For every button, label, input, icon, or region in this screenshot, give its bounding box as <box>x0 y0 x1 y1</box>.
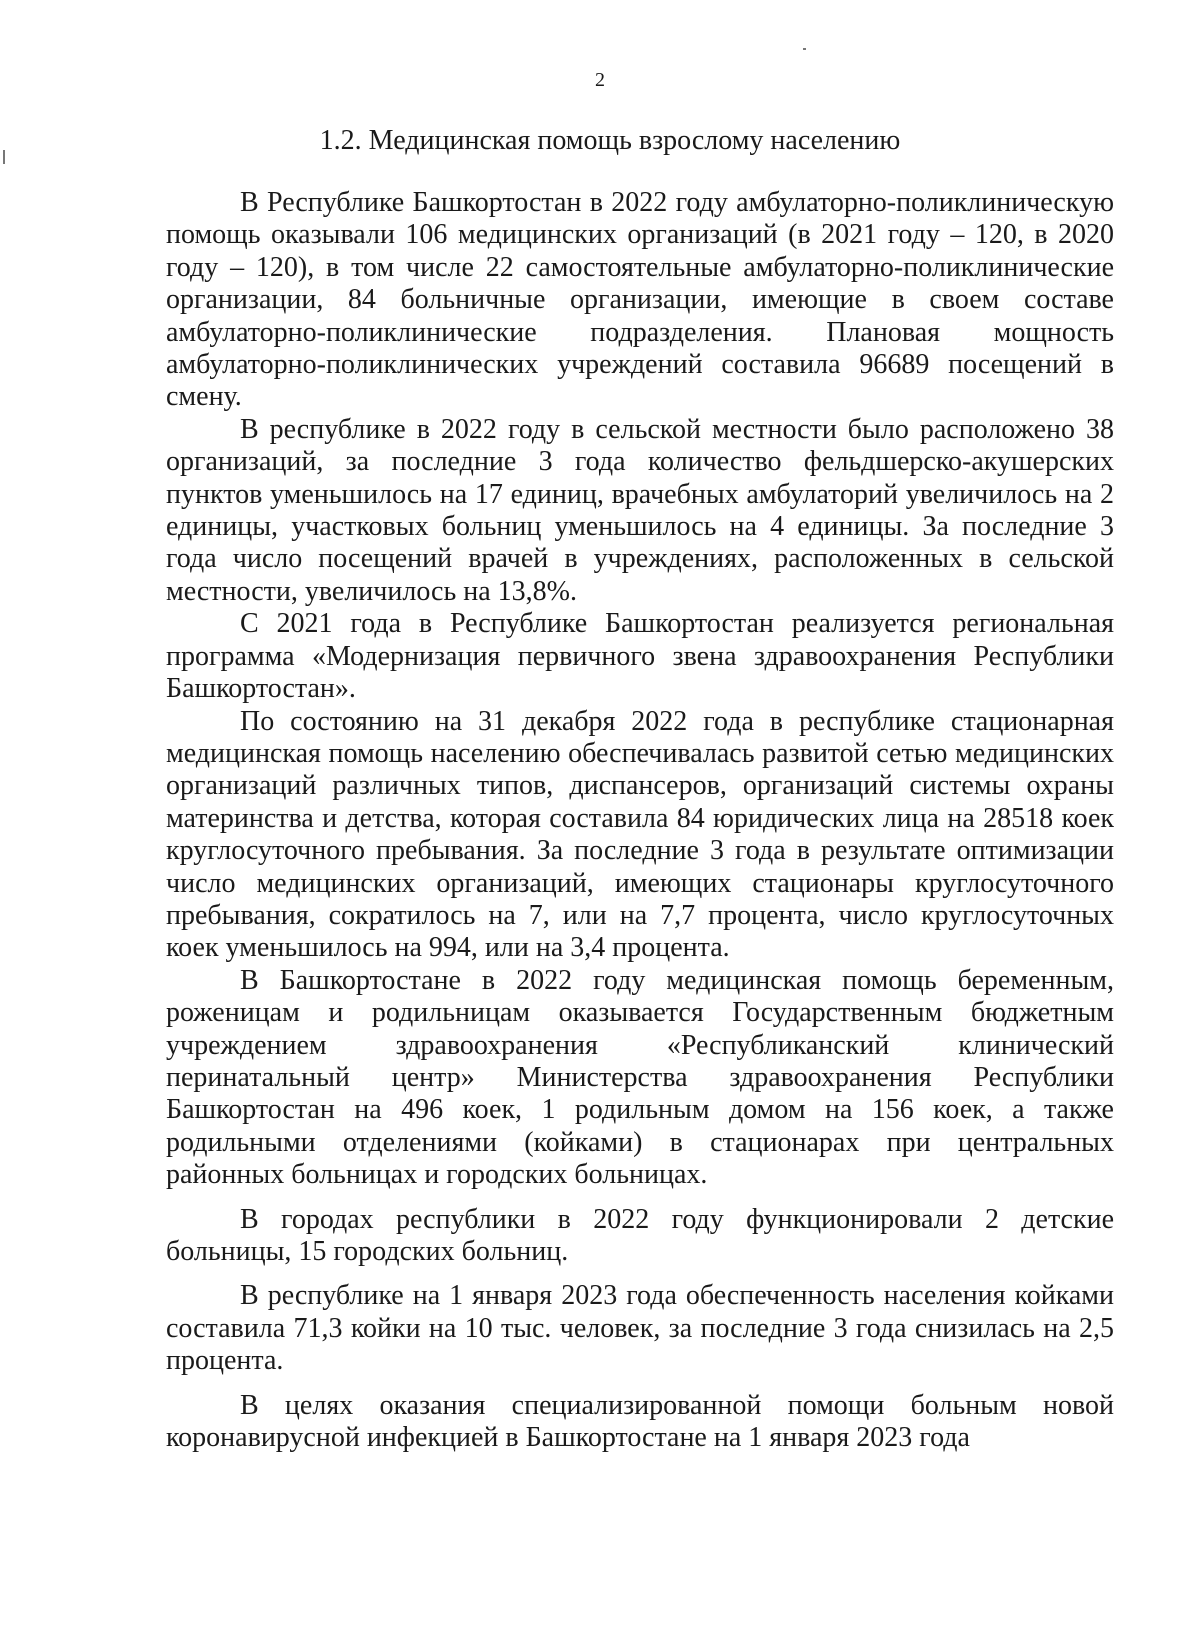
section-heading: 1.2. Медицинская помощь взрослому населению <box>319 125 901 156</box>
paragraph-maternity-care: В Башкортостане в 2022 году медицинская помощь беременным, роженицам и родильницам оказывается Государственным бюджетным учреждением здравоохранения «Республиканский клинический перинатальный центр» Министерства здравоохранения Республики Башкортостан на 496 коек, 1 родильным домом на 156 коек, а также родильными отделениями (койками) в стационарах при центральных районных больницах и городских больницах. <box>166 964 1114 1191</box>
page-number: 2 <box>595 69 605 91</box>
paragraph-city-hospitals: В городах республики в 2022 году функционировали 2 детские больницы, 15 городских больниц. <box>166 1203 1114 1267</box>
paragraph-rural-care: В республике в 2022 году в сельской местности было расположено 38 организаций, за последние 3 года количество фельдшерско-акушерских пунктов уменьшилось на 17 единиц, врачебных амбулаторий увеличилось на 2 единицы, участковых больниц уменьшилось на 4 единицы. За последние 3 года число посещений врачей в учреждениях, расположенных в сельской местности, увеличилось на 13,8%. <box>166 413 1114 607</box>
scan-speck <box>803 48 806 50</box>
paragraph-modernization-program: С 2021 года в Республике Башкортостан реализуется региональная программа «Модернизация первичного звена здравоохранения Республики Башкортостан». <box>166 608 1114 705</box>
body-text <box>166 187 1114 1454</box>
paragraph-covid-care: В целях оказания специализированной помощи больным новой коронавирусной инфекцией в Башкортостане на 1 января 2023 года <box>166 1389 1114 1454</box>
paragraph-inpatient-care: По состоянию на 31 декабря 2022 года в республике стационарная медицинская помощь населению обеспечивалась развитой сетью медицинских организаций различных типов, диспансеров, организаций системы охраны материнства и детства, которая составила 84 юридических лица на 28518 коек круглосуточного пребывания. За последние 3 года в результате оптимизации число медицинских организаций, имеющих стационары круглосуточного пребывания, сократилось на 7, или на 7,7 процента, число круглосуточных коек уменьшилось на 994, или на 3,4 процента. <box>166 705 1114 964</box>
paragraph-outpatient-care: В Республике Башкортостан в 2022 году амбулаторно-поликлиническую помощь оказывали 106 медицинских организаций (в 2021 году – 120, в 2020 году – 120), в том числе 22 самостоятельные амбулаторно-поликлинические организации, 84 больничные организации, имеющие в своем составе амбулаторно-поликлинические подразделения. Плановая мощность амбулаторно-поликлинических учреждений составила 96689 посещений в смену. <box>166 187 1114 413</box>
paragraph-bed-provision: В республике на 1 января 2023 года обеспеченность населения койками составила 71,3 койки на 10 тыс. человек, за последние 3 года снизилась на 2,5 процента. <box>166 1280 1114 1377</box>
